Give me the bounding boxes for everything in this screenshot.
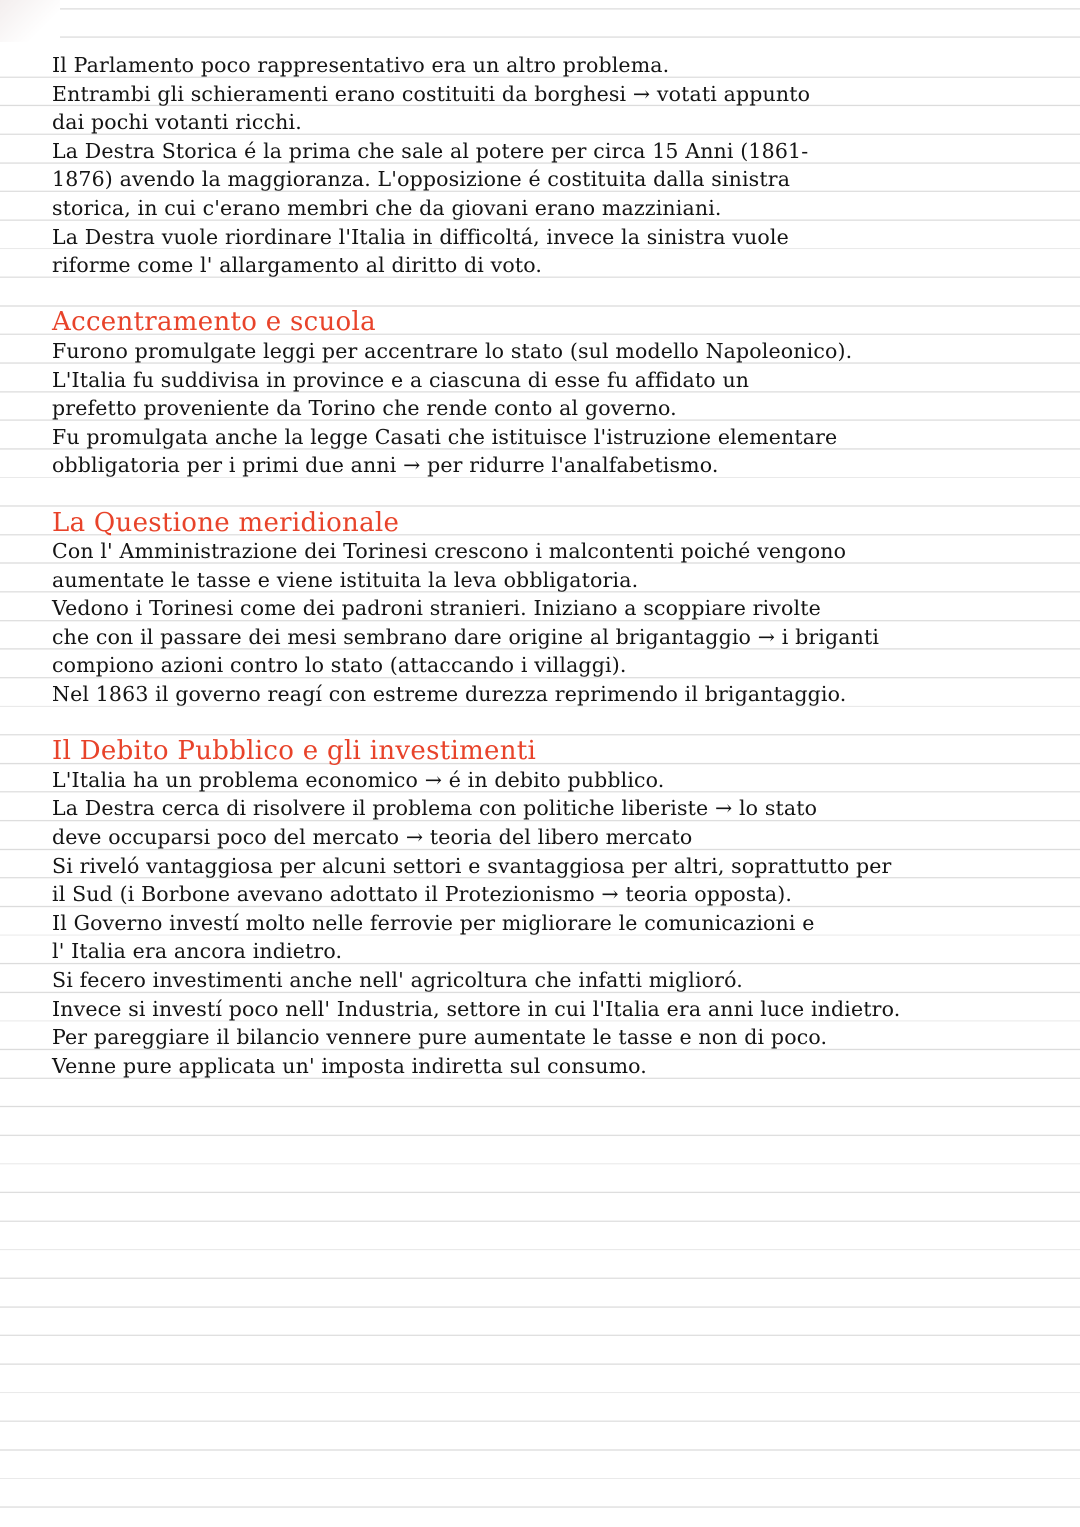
text-line: Con l' Amministrazione dei Torinesi crescono i malcontenti poiché vengono (52, 539, 847, 564)
text-line: storica, in cui c'erano membri che da giovani erano mazziniani. (52, 195, 722, 220)
text-line: Si fecero investimenti anche nell' agricoltura che infatti miglioró. (52, 968, 743, 992)
text-line: Per pareggiare il bilancio vennere pure aumentate le tasse e non di poco. (52, 1025, 828, 1050)
text-line: Il Parlamento poco rappresentativo era un altro problema. (52, 53, 670, 77)
text-line: compiono azioni contro lo stato (attaccando i villaggi). (52, 653, 627, 678)
section-questione-meridionale (52, 509, 1042, 709)
text-line: l' Italia era ancora indietro. (52, 939, 343, 964)
section-accentramento (52, 308, 1042, 480)
section-heading: Accentramento e scuola (52, 307, 376, 338)
section-debito-pubblico (52, 737, 1042, 1080)
text-line: Il Governo investí molto nelle ferrovie per migliorare le comunicazioni e (52, 910, 815, 935)
section-heading: La Questione meridionale (52, 507, 400, 538)
text-line: deve occuparsi poco del mercato → teoria del libero mercato (52, 825, 693, 850)
text-line: obbligatoria per i primi due anni → per ridurre l'analfabetismo. (52, 453, 719, 478)
text-line: La Destra Storica é la prima che sale al potere per circa 15 Anni (1861- (52, 138, 809, 163)
text-line: La Destra cerca di risolvere il problema con politiche liberiste → lo stato (52, 796, 818, 821)
text-line: prefetto proveniente da Torino che rende conto al governo. (52, 396, 677, 421)
text-line: dai pochi votanti ricchi. (52, 110, 302, 135)
text-line: aumentate le tasse e viene istituita la leva obbligatoria. (52, 567, 639, 592)
text-line: Invece si investí poco nell' Industria, settore in cui l'Italia era anni luce indietro. (52, 996, 901, 1021)
text-line: il Sud (i Borbone avevano adottato il Protezionismo → teoria opposta). (52, 882, 793, 907)
page-corner-mark (0, 0, 60, 42)
section-heading: Il Debito Pubblico e gli investimenti (52, 736, 537, 767)
text-line: L'Italia fu suddivisa in province e a ciascuna di esse fu affidato un (52, 367, 750, 392)
text-line: Entrambi gli schieramenti erano costituiti da borghesi → votati appunto (52, 81, 811, 106)
text-line: che con il passare dei mesi sembrano dare origine al brigantaggio → i briganti (52, 624, 880, 649)
text-line: Si riveló vantaggiosa per alcuni settori e svantaggiosa per altri, soprattutto per (52, 853, 892, 878)
text-line: Vedono i Torinesi come dei padroni stranieri. Iniziano a scoppiare rivolte (52, 596, 821, 621)
text-line: Nel 1863 il governo reagí con estreme durezza reprimendo il brigantaggio. (52, 682, 847, 707)
text-line: 1876) avendo la maggioranza. L'opposizione é costituita dalla sinistra (52, 167, 791, 192)
text-line: La Destra vuole riordinare l'Italia in difficoltá, invece la sinistra vuole (52, 224, 789, 249)
notes-content (52, 51, 1042, 1080)
text-line: Fu promulgata anche la legge Casati che istituisce l'istruzione elementare (52, 424, 838, 449)
text-line: Venne pure applicata un' imposta indiretta sul consumo. (52, 1053, 647, 1078)
text-line: L'Italia ha un problema economico → é in debito pubblico. (52, 767, 665, 792)
text-line: riforme come l' allargamento al diritto di voto. (52, 253, 543, 278)
section-intro (52, 51, 1042, 280)
text-line: Furono promulgate leggi per accentrare lo stato (sul modello Napoleonico). (52, 338, 853, 363)
